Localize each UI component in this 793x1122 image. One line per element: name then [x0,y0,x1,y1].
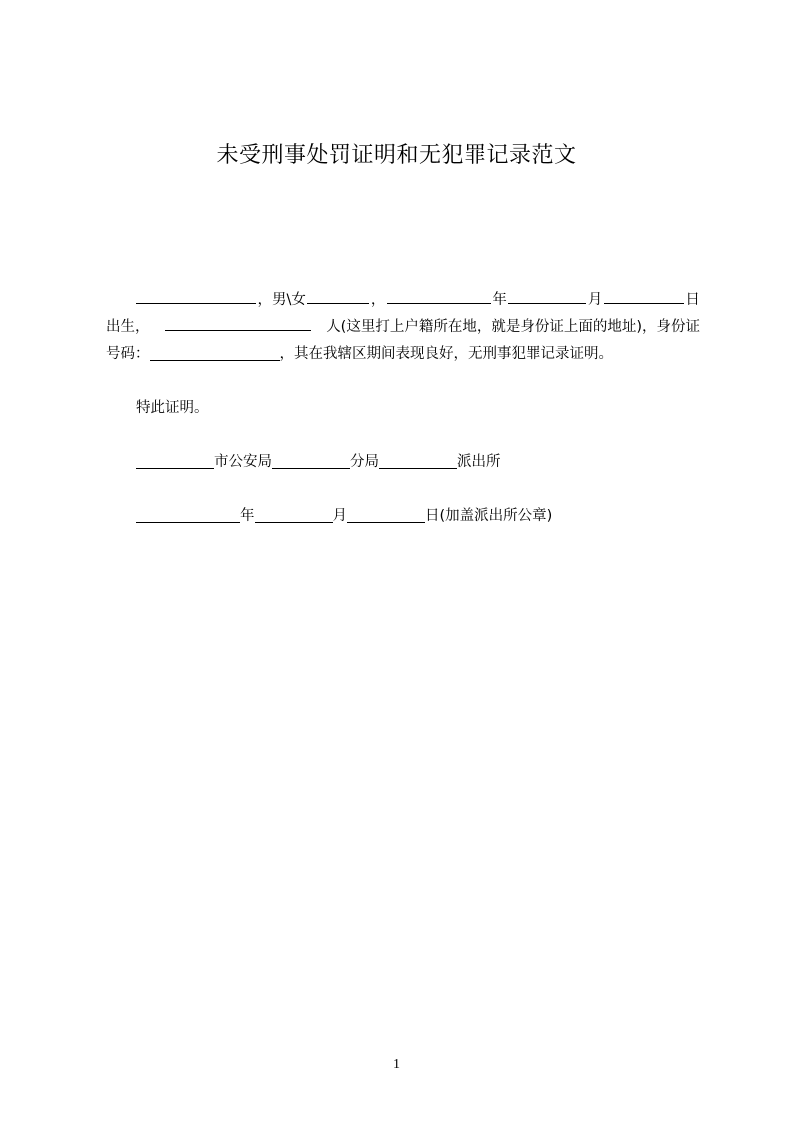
sub-bureau-blank [272,452,350,469]
city-blank [136,452,214,469]
residence-note: 人(这里打上户籍所在地，就是身份证上面的地址)，身份证 [326,319,700,335]
body-line-2 [106,314,700,340]
page-number: 1 [393,1057,400,1072]
birth-day-blank [604,287,684,304]
issue-day-blank [347,506,425,523]
id-number-label: 号码： [106,346,150,362]
born-label: 出生， [106,319,150,335]
station-label: 派出所 [457,454,501,470]
police-line [136,449,501,475]
document-title: 未受刑事处罚证明和无犯罪记录范文 [216,143,577,168]
year-label: 年 [492,292,507,308]
day-label: 日 [685,292,700,308]
station-blank [379,452,457,469]
id-number-blank [150,344,280,361]
city-bureau-label: 市公安局 [214,454,272,470]
residence-blank [165,314,311,331]
issue-year-blank [136,506,240,523]
issue-day-stamp-label: 日(加盖派出所公章) [425,508,553,524]
certify-text: 特此证明。 [136,400,209,416]
body-line-3 [106,341,613,367]
birth-month-blank [508,287,586,304]
month-label: 月 [587,292,603,308]
issue-month-blank [255,506,333,523]
sex-blank [307,287,369,304]
comma-text: ， [370,292,386,308]
issue-month-label: 月 [332,508,347,524]
body-line-1 [136,287,700,313]
date-line [136,503,552,529]
name-blank [136,287,256,304]
issue-year-label: 年 [240,508,255,524]
sex-label: ，男\女 [257,292,306,308]
sub-bureau-label: 分局 [350,454,379,470]
record-statement: ，其在我辖区期间表现良好，无刑事犯罪记录证明。 [279,346,613,362]
birth-year-blank [387,287,491,304]
